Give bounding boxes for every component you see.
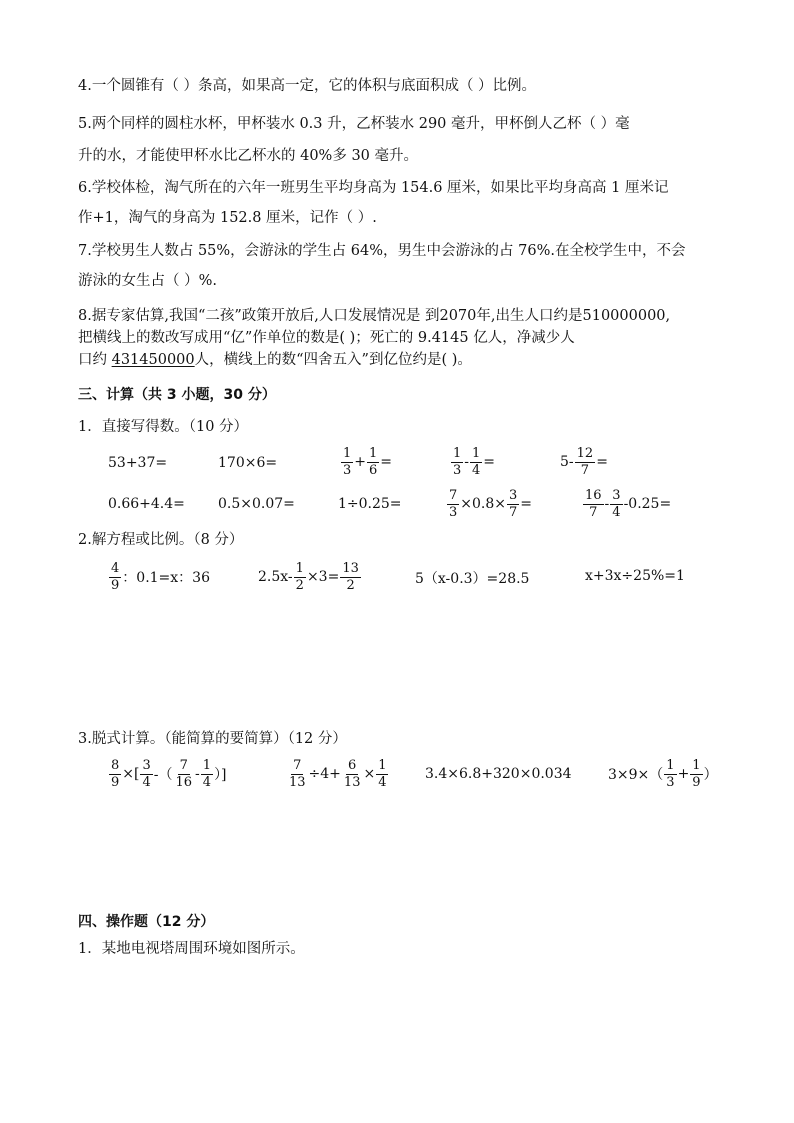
- calc1-j: $\frac{16}{7}$ - $\frac{3}{4}$ -0.25=: [585, 487, 672, 520]
- section-4-question-1: 1．某地电视塔周围环境如图所示。: [78, 941, 305, 957]
- question-4: 4.一个圆锥有（ ）条高，如果高一定，它的体积与底面积成（ ）比例。: [78, 78, 537, 94]
- question-7-line-1: 7.学校男生人数占 55%，会游泳的学生占 64%，男生中会游泳的占 76%.在全校学生中，不会: [78, 243, 686, 259]
- calc1-f: 0.66+4.4=: [108, 496, 185, 512]
- calc1-h: 1÷0.25=: [338, 496, 402, 512]
- calc3-d: 3×9×（ $\frac{1}{3}$ + $\frac{1}{9}$ ）: [608, 757, 718, 790]
- fraction: $\frac{4}{9}$: [111, 560, 120, 593]
- fraction: $\frac{1}{4}$: [378, 757, 387, 790]
- calc1-d: $\frac{1}{3}$ - $\frac{1}{4}$ =: [453, 445, 496, 478]
- section-4-title: 四、操作题（12 分）: [78, 914, 215, 930]
- fraction: $\frac{3}{4}$: [612, 487, 621, 520]
- fraction: $\frac{6}{13}$: [343, 757, 361, 790]
- fraction: $\frac{3}{4}$: [142, 757, 151, 790]
- section-3-sub-3: 3.脱式计算。（能简算的要简算）（12 分）: [78, 731, 347, 747]
- question-6-line-1: 6.学校体检，淘气所在的六年一班男生平均身高为 154.6 厘米，如果比平均身高高 1 厘米记: [78, 180, 669, 196]
- fraction: $\frac{3}{7}$: [509, 487, 518, 520]
- calc3-b: $\frac{7}{13}$ ÷4+ $\frac{6}{13}$ × $\frac{1}{4}$: [289, 757, 387, 790]
- calc3-c: 3.4×6.8+320×0.034: [425, 766, 572, 782]
- question-8-line-2: 把横线上的数改写成用“亿”作单位的数是( )；死亡的 9.4145 亿人，净减少人: [78, 330, 575, 346]
- calc1-i: $\frac{7}{3}$ ×0.8× $\frac{3}{7}$ =: [449, 487, 533, 520]
- calc2-c: 5（x-0.3）=28.5: [415, 571, 530, 587]
- calc2-b: 2.5x- $\frac{1}{2}$ ×3= $\frac{13}{2}$: [258, 560, 359, 593]
- fraction: $\frac{1}{3}$: [666, 757, 675, 790]
- question-8-line-3: [78, 350, 472, 370]
- fraction: $\frac{1}{2}$: [295, 560, 304, 593]
- fraction: $\frac{1}{4}$: [202, 757, 212, 790]
- calc1-g: 0.5×0.07=: [218, 496, 295, 512]
- fraction: $\frac{16}{7}$: [585, 487, 602, 520]
- calc2-d: x+3x÷25%=1: [585, 568, 685, 584]
- fraction: $\frac{1}{6}$: [369, 445, 378, 478]
- q8-text-a: 口约: [78, 352, 112, 368]
- q8-underlined-number: 431450000: [111, 352, 195, 368]
- fraction: $\frac{1}{9}$: [692, 757, 701, 790]
- fraction: $\frac{7}{13}$: [289, 757, 306, 790]
- q8-text-b: 人，横线上的数“四舍五入”到亿位约是( )。: [194, 352, 472, 368]
- fraction: $\frac{7}{16}$: [175, 757, 193, 790]
- fraction: $\frac{1}{4}$: [472, 445, 481, 478]
- fraction: $\frac{8}{9}$: [111, 757, 120, 790]
- fraction: $\frac{13}{2}$: [342, 560, 359, 593]
- calc3-a: $\frac{8}{9}$ ×[ $\frac{3}{4}$ -（ $\frac{7}{16}$ - $\frac{1}{4}$ ）]: [111, 757, 227, 790]
- fraction: $\frac{1}{3}$: [453, 445, 462, 478]
- question-7-line-2: 游泳的女生占（ ）%.: [78, 273, 217, 289]
- section-3-title: 三、计算（共 3 小题，30 分）: [78, 387, 276, 403]
- calc1-a: 53+37=: [108, 455, 168, 471]
- calc1-b: 170×6=: [218, 455, 278, 471]
- fraction: $\frac{1}{3}$: [343, 445, 352, 478]
- fraction: $\frac{12}{7}$: [576, 445, 594, 478]
- calc2-a: $\frac{4}{9}$ ：0.1=x：36: [111, 560, 210, 593]
- question-8-line-1: 8.据专家估算,我国“二孩”政策开放后,人口发展情况是 到2070年,出生人口约是510000000,: [78, 308, 671, 324]
- section-3-sub-2: 2.解方程或比例。（8 分）: [78, 532, 244, 548]
- question-5-line-2: 升的水，才能使甲杯水比乙杯水的 40%多 30 毫升。: [78, 148, 419, 164]
- section-3-sub-1: 1．直接写得数。（10 分）: [78, 419, 249, 435]
- fraction: $\frac{7}{3}$: [449, 487, 458, 520]
- calc1-c: $\frac{1}{3}$ + $\frac{1}{6}$ =: [343, 445, 393, 478]
- calc1-e: 5- $\frac{12}{7}$ =: [560, 445, 608, 478]
- question-5-line-1: 5.两个同样的圆柱水杯，甲杯装水 0.3 升，乙杯装水 290 毫升，甲杯倒人乙杯（ ）毫: [78, 116, 630, 132]
- question-6-line-2: 作+1，淘气的身高为 152.8 厘米，记作（ ）.: [78, 210, 377, 226]
